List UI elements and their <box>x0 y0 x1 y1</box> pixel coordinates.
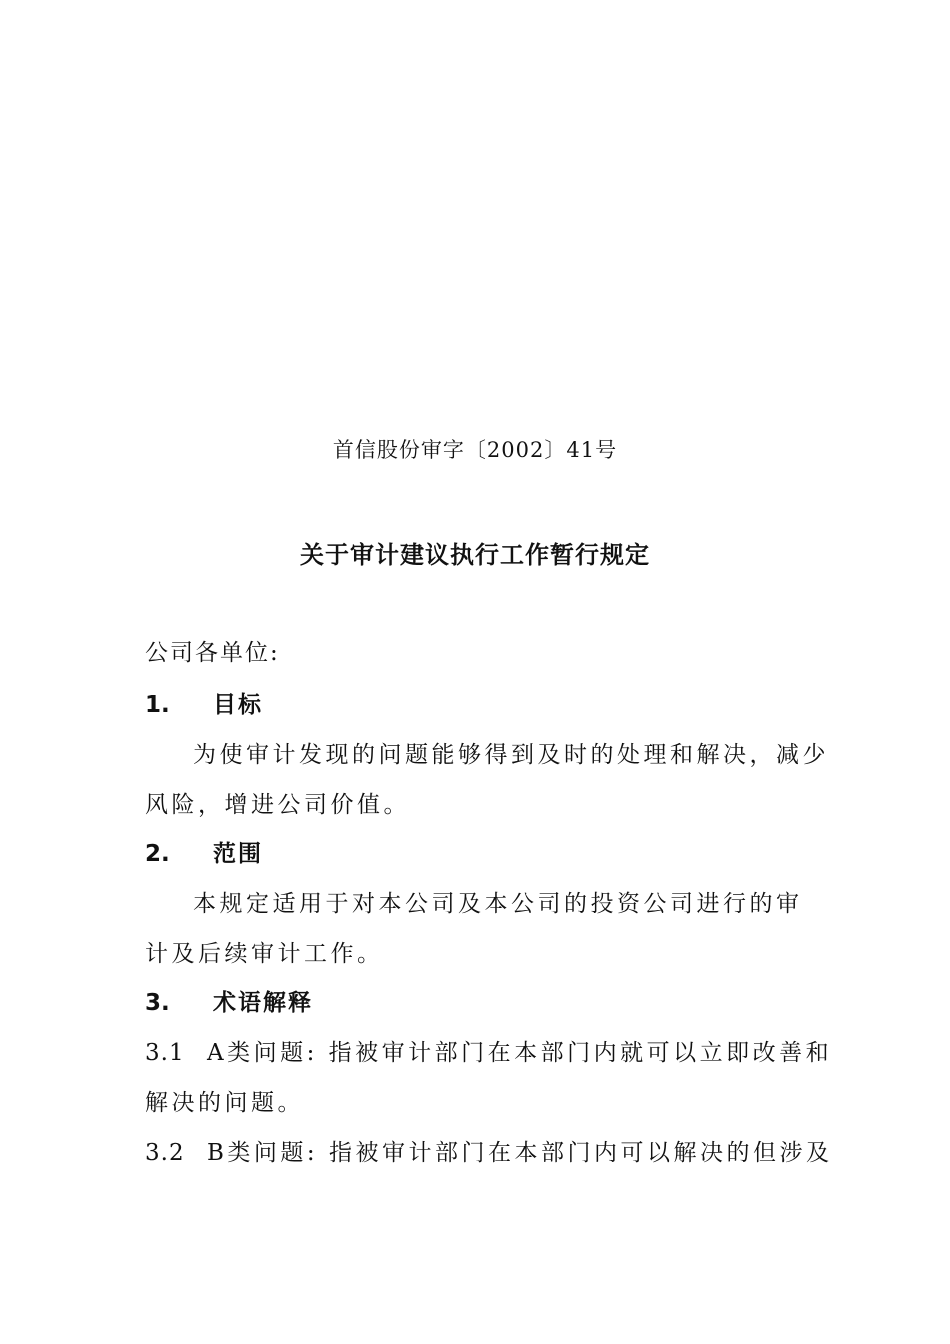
term-item-3-2 <box>145 1134 832 1167</box>
section-title: 目标 <box>213 692 263 718</box>
section-number: 1. <box>145 692 170 718</box>
document-number: 首信股份审字〔2002〕41号 <box>332 438 618 462</box>
term-item-3-1 <box>145 1034 832 1067</box>
section-title: 术语解释 <box>213 990 313 1016</box>
paragraph-line: 本规定适用于对本公司及本公司的投资公司进行的审 <box>193 891 803 917</box>
paragraph-line: 为使审计发现的问题能够得到及时的处理和解决，减少 <box>193 742 829 768</box>
paragraph-line: 计及后续审计工作。 <box>145 941 384 967</box>
term-number: 3.1 <box>145 1040 185 1066</box>
paragraph-line: 解决的问题。 <box>145 1090 304 1116</box>
term-text: B类问题: 指被审计部门在本部门内可以解决的但涉及 <box>207 1140 833 1166</box>
section-heading-scope <box>145 835 263 868</box>
paragraph-line: 风险，增进公司价值。 <box>145 792 410 818</box>
section-number: 2. <box>145 841 170 867</box>
section-title: 范围 <box>213 841 263 867</box>
section-number: 3. <box>145 990 170 1016</box>
section-heading-terms <box>145 984 313 1017</box>
document-title: 关于审计建议执行工作暂行规定 <box>300 541 650 569</box>
salutation: 公司各单位: <box>145 640 280 666</box>
term-number: 3.2 <box>145 1140 185 1166</box>
section-heading-goal <box>145 686 263 719</box>
term-text: A类问题: 指被审计部门在本部门内就可以立即改善和 <box>207 1040 833 1066</box>
